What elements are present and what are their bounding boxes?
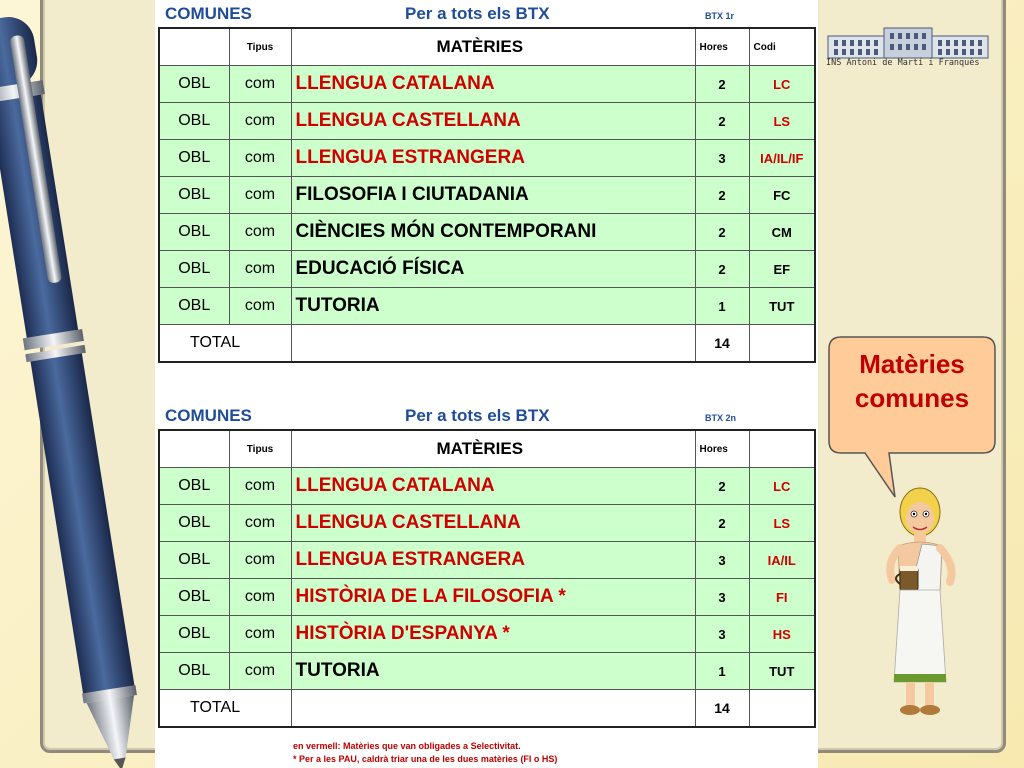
subject-name: LLENGUA CATALANA (291, 66, 695, 103)
subject-code: TUT (749, 653, 815, 690)
subject-code: LS (749, 505, 815, 542)
table-row (159, 653, 815, 690)
subject-hours: 3 (695, 579, 749, 616)
table-row (159, 177, 815, 214)
header-codi: Codi (749, 28, 815, 66)
total-row (159, 325, 815, 363)
subject-hours: 2 (695, 505, 749, 542)
subject-name: TUTORIA (291, 288, 695, 325)
table-row (159, 616, 815, 653)
subject-hours: 2 (695, 251, 749, 288)
bubble-line1: Matèries (859, 349, 965, 379)
subject-group: com (229, 468, 291, 505)
table-btx2 (158, 429, 816, 728)
subject-type: OBL (159, 653, 229, 690)
total-blank (291, 690, 695, 728)
block1-title-left: COMUNES (165, 4, 252, 23)
subject-type: OBL (159, 177, 229, 214)
subject-code: EF (749, 251, 815, 288)
school-name: INS Antoni de Martí i Franquès (826, 58, 980, 68)
subject-name: HISTÒRIA DE LA FILOSOFIA * (291, 579, 695, 616)
table-row (159, 140, 815, 177)
subject-type: OBL (159, 505, 229, 542)
subject-group: com (229, 616, 291, 653)
table-row (159, 579, 815, 616)
table-btx1 (158, 27, 816, 363)
table-header-row (159, 430, 815, 468)
header-materies: MATÈRIES (291, 28, 695, 66)
subject-type: OBL (159, 288, 229, 325)
subject-group: com (229, 66, 291, 103)
total-hours: 14 (695, 690, 749, 728)
header-blank (159, 430, 229, 468)
block1-header (163, 2, 813, 26)
subject-hours: 2 (695, 66, 749, 103)
pen-illustration (0, 0, 160, 768)
subject-group: com (229, 542, 291, 579)
total-code-blank (749, 690, 815, 728)
table-row (159, 103, 815, 140)
subject-hours: 3 (695, 616, 749, 653)
footnote-red: en vermell: Matèries que van obligades a Selectivitat. (293, 741, 521, 751)
table-header-row (159, 28, 815, 66)
subject-hours: 1 (695, 653, 749, 690)
header-hores: Hores (695, 430, 749, 468)
header-tipus: Tipus (229, 28, 291, 66)
subject-type: OBL (159, 66, 229, 103)
subject-type: OBL (159, 579, 229, 616)
table-row (159, 288, 815, 325)
subject-group: com (229, 177, 291, 214)
subject-type: OBL (159, 251, 229, 288)
block2-title-right: BTX 2n (705, 413, 737, 423)
header-hores: Hores (695, 28, 749, 66)
content-sheet (155, 0, 818, 768)
subject-hours: 3 (695, 140, 749, 177)
subject-group: com (229, 653, 291, 690)
bubble-line2: comunes (854, 383, 970, 413)
total-row (159, 690, 815, 728)
subject-code: FI (749, 579, 815, 616)
total-label: TOTAL (159, 325, 291, 363)
subject-type: OBL (159, 214, 229, 251)
header-tipus: Tipus (229, 430, 291, 468)
subject-hours: 2 (695, 468, 749, 505)
subject-type: OBL (159, 468, 229, 505)
subject-code: CM (749, 214, 815, 251)
block1-title-mid: Per a tots els BTX (405, 4, 550, 23)
subject-type: OBL (159, 103, 229, 140)
subject-group: com (229, 214, 291, 251)
subject-code: LC (749, 66, 815, 103)
subject-group: com (229, 288, 291, 325)
subject-name: LLENGUA CASTELLANA (291, 505, 695, 542)
total-blank (291, 325, 695, 363)
table-row (159, 468, 815, 505)
subject-code: TUT (749, 288, 815, 325)
table-row (159, 505, 815, 542)
total-hours: 14 (695, 325, 749, 363)
table-row (159, 66, 815, 103)
subject-code: IA/IL (749, 542, 815, 579)
total-label: TOTAL (159, 690, 291, 728)
subject-name: LLENGUA ESTRANGERA (291, 140, 695, 177)
subject-hours: 3 (695, 542, 749, 579)
table-row (159, 542, 815, 579)
subject-name: TUTORIA (291, 653, 695, 690)
subject-type: OBL (159, 616, 229, 653)
subject-name: EDUCACIÓ FÍSICA (291, 251, 695, 288)
subject-hours: 2 (695, 103, 749, 140)
subject-group: com (229, 140, 291, 177)
header-blank-code (749, 430, 815, 468)
subject-hours: 1 (695, 288, 749, 325)
block2-title-left: COMUNES (165, 406, 252, 425)
table-row (159, 251, 815, 288)
subject-code: LS (749, 103, 815, 140)
footnote-pau: * Per a les PAU, caldrà triar una de les dues matèries (FI o HS) (293, 754, 558, 764)
mascot-figure-icon (870, 482, 970, 722)
block2-header (163, 404, 813, 428)
subject-hours: 2 (695, 177, 749, 214)
subject-group: com (229, 579, 291, 616)
subject-name: FILOSOFIA I CIUTADANIA (291, 177, 695, 214)
subject-group: com (229, 103, 291, 140)
speech-bubble-text (827, 347, 997, 415)
subject-group: com (229, 505, 291, 542)
subject-name: LLENGUA CASTELLANA (291, 103, 695, 140)
subject-code: FC (749, 177, 815, 214)
subject-code: LC (749, 468, 815, 505)
table-row (159, 214, 815, 251)
subject-code: HS (749, 616, 815, 653)
subject-name: CIÈNCIES MÓN CONTEMPORANI (291, 214, 695, 251)
subject-type: OBL (159, 542, 229, 579)
subject-name: LLENGUA CATALANA (291, 468, 695, 505)
subject-hours: 2 (695, 214, 749, 251)
header-blank (159, 28, 229, 66)
total-code-blank (749, 325, 815, 363)
subject-name: HISTÒRIA D'ESPANYA * (291, 616, 695, 653)
block2-title-mid: Per a tots els BTX (405, 406, 550, 425)
subject-name: LLENGUA ESTRANGERA (291, 542, 695, 579)
subject-type: OBL (159, 140, 229, 177)
header-materies: MATÈRIES (291, 430, 695, 468)
subject-group: com (229, 251, 291, 288)
footnotes (293, 740, 557, 766)
block1-title-right: BTX 1r (705, 11, 735, 21)
subject-code: IA/IL/IF (749, 140, 815, 177)
